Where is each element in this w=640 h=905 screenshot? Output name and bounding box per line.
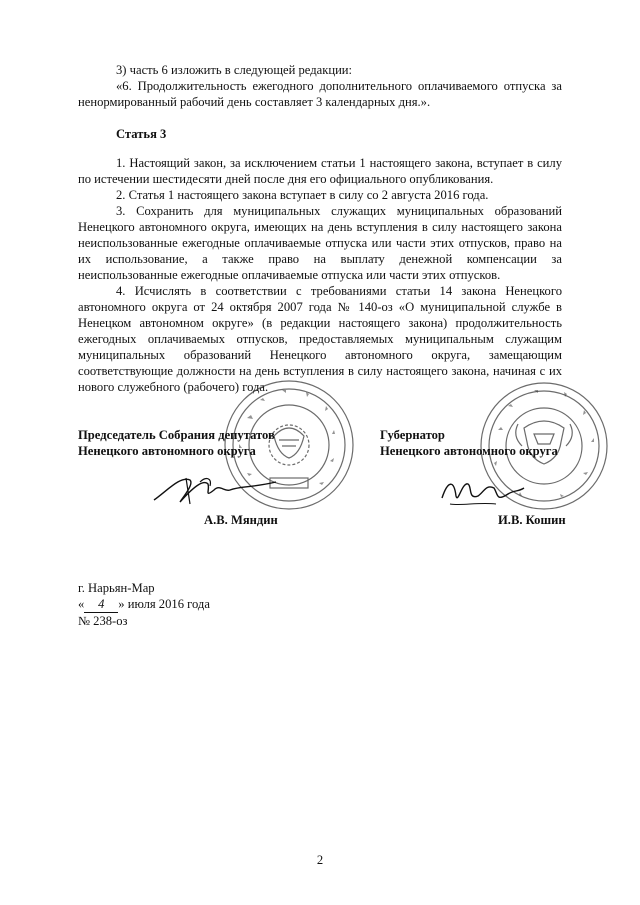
document-meta bbox=[78, 580, 210, 629]
city: г. Нарьян-Мар bbox=[78, 581, 155, 595]
article-3-paragraph-1: 1. Настоящий закон, за исключением статьи 1 настоящего закона, вступает в силу по истечении шестидесяти дней после дня его официального опубликования. bbox=[78, 156, 562, 186]
left-signatory-line-1: Председатель Собрания депутатов bbox=[78, 428, 275, 442]
right-signatory-line-2: Ненецкого автономного округа bbox=[380, 444, 558, 458]
handwritten-signature-icon bbox=[150, 470, 280, 510]
article-3-body bbox=[78, 155, 562, 395]
law-number: № 238-оз bbox=[78, 614, 128, 628]
enactment-date bbox=[78, 596, 210, 613]
right-signatory-name: И.В. Кошин bbox=[498, 513, 566, 527]
amendment-block bbox=[78, 62, 562, 110]
amendment-quote: «6. Продолжительность ежегодного дополнительного оплачиваемого отпуска за ненормированный рабочий день составляет 3 календарных дня.». bbox=[78, 79, 562, 109]
article-3-paragraph-2: 2. Статья 1 настоящего закона вступает в силу со 2 августа 2016 года. bbox=[116, 188, 489, 202]
article-3-paragraph-3: 3. Сохранить для муниципальных служащих муниципальных образований Ненецкого автономного округа, имеющих на день вступления в силу настоящего закона неиспользованные ежегодные оплачиваемые отпуска или части этих отпусков, право на их использование, а также право на выплату денежной компенсации за неиспользованные ежегодные оплачиваемые отпуска или части этих отпусков. bbox=[78, 204, 562, 282]
article-3 bbox=[78, 126, 562, 142]
handwritten-signature-icon bbox=[438, 474, 528, 510]
right-signatory-line-1: Губернатор bbox=[380, 428, 445, 442]
right-signatory-title bbox=[380, 427, 558, 459]
article-3-heading: Статья 3 bbox=[116, 127, 167, 141]
page-number: 2 bbox=[316, 853, 324, 867]
date-day: 4 bbox=[84, 596, 118, 613]
article-3-paragraph-4: 4. Исчислять в соответствии с требованиями статьи 14 закона Ненецкого автономного округа от 24 октября 2007 года № 140-оз «О муниципальной службе в Ненецком автономном округе» (в редакции настоящего закона) продолжительность ежегодных оплачиваемых отпусков, предоставляемых муниципальным служащим муниципальных образований Ненецкого автономного округа, замещающим соответствующие должности на день вступления в силу настоящего закона, начиная с их нового служебного (рабочего) года. bbox=[78, 284, 562, 394]
left-signatory-name: А.В. Мяндин bbox=[204, 513, 278, 527]
amendment-item-3: 3) часть 6 изложить в следующей редакции: bbox=[116, 63, 353, 77]
left-signatory-line-2: Ненецкого автономного округа bbox=[78, 444, 256, 458]
date-open-quote: « bbox=[78, 597, 85, 611]
left-signatory-title bbox=[78, 427, 275, 459]
date-rest: » июля 2016 года bbox=[118, 597, 210, 611]
